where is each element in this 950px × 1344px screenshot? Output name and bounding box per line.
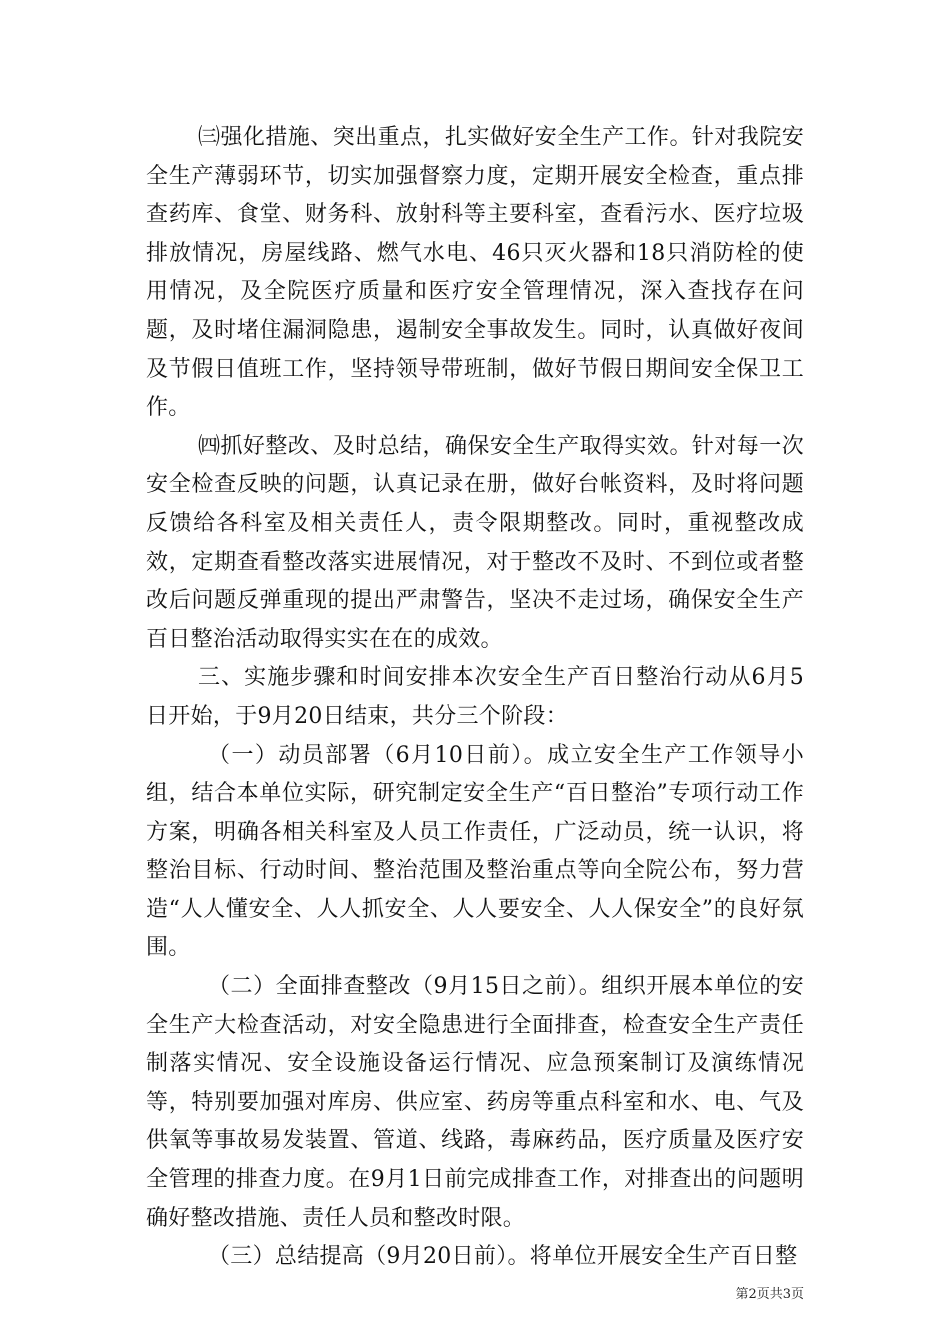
paragraph-stage-2: （二）全面排查整改（9月15日之前）。组织开展本单位的安全生产大检查活动，对安全隐患进行全面排查，检查安全生产责任制落实情况、安全设施设备运行情况、应急预案制订及演练情况等，特别要加强对库房、供应室、药房等重点科室和水、电、气及供氧等事故易发装置、管道、线路，毒麻药品，医疗质量及医疗安全管理的排查力度。在9月1日前完成排查工作，对排查出的问题明确好整改措施、责任人员和整改时限。 xyxy=(146,974,804,1231)
paragraph-section-3-heading: 三、实施步骤和时间安排本次安全生产百日整治行动从6月5日开始，于9月20日结束，共分三个阶段： xyxy=(146,665,804,729)
paragraph-stage-3: （三）总结提高（9月20日前）。将单位开展安全生产百日整 xyxy=(208,1244,798,1270)
paragraph-measure-3: ㈢强化措施、突出重点，扎实做好安全生产工作。针对我院安全生产薄弱环节，切实加强督察力度，定期开展安全检查，重点排查药库、食堂、财务科、放射科等主要科室，查看污水、医疗垃圾排放情况，房屋线路、燃气水电、46只灭火器和18只消防栓的使用情况，及全院医疗质量和医疗安全管理情况，深入查找存在问题，及时堵住漏洞隐患，遏制安全事故发生。同时，认真做好夜间及节假日值班工作，坚持领导带班制，做好节假日期间安全保卫工作。 xyxy=(146,125,804,421)
page-number-footer: 第2页共3页 xyxy=(735,1287,804,1302)
document-body xyxy=(146,119,804,1277)
paragraph-stage-1: （一）动员部署（6月10日前）。成立安全生产工作领导小组，结合本单位实际，研究制定安全生产“百日整治”专项行动工作方案，明确各相关科室及人员工作责任，广泛动员，统一认识，将整治目标、行动时间、整治范围及整治重点等向全院公布，努力营造“人人懂安全、人人抓安全、人人要安全、人人保安全”的良好氛围。 xyxy=(146,742,804,961)
paragraph-measure-4: ㈣抓好整改、及时总结，确保安全生产取得实效。针对每一次安全检查反映的问题，认真记录在册，做好台帐资料，及时将问题反馈给各科室及相关责任人，责令限期整改。同时，重视整改成效，定期查看整改落实进展情况，对于整改不及时、不到位或者整改后问题反弹重现的提出严肃警告，坚决不走过场，确保安全生产百日整治活动取得实实在在的成效。 xyxy=(146,433,804,652)
